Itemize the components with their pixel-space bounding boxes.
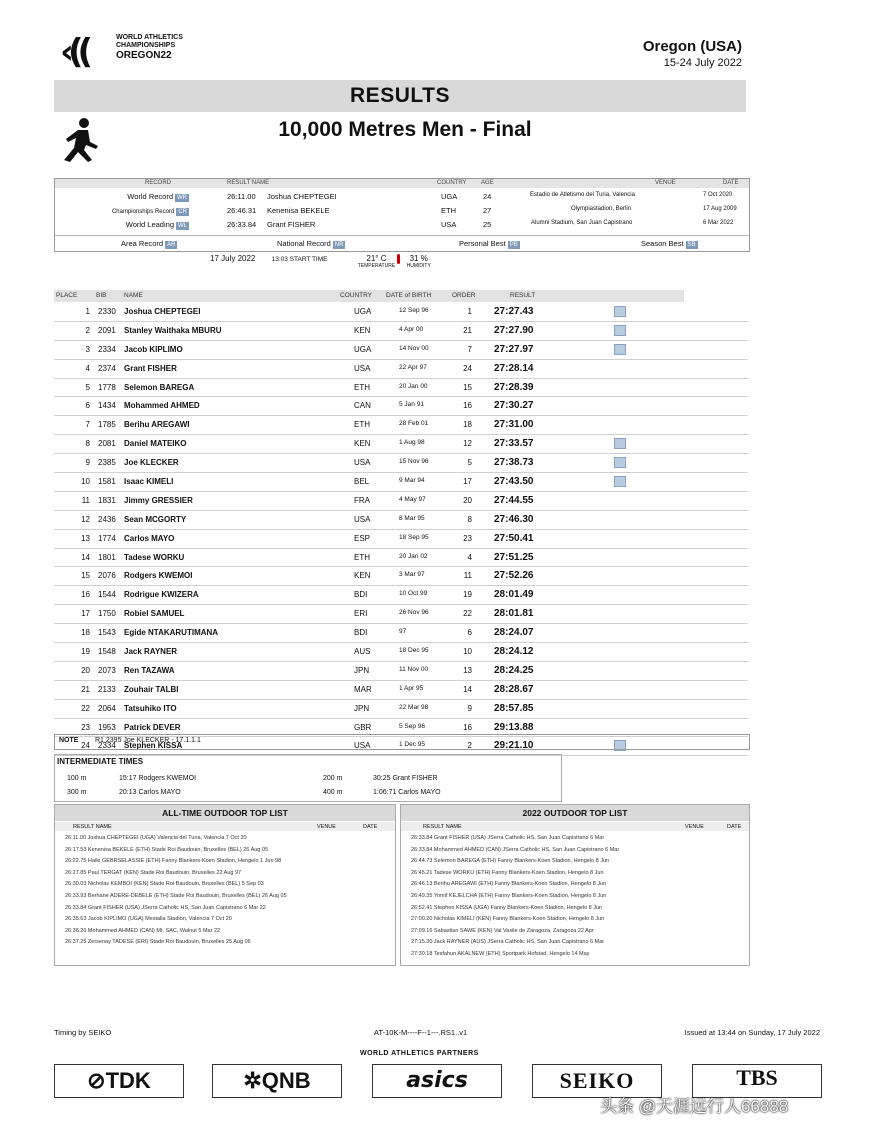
cell-order: 5 [467,458,472,468]
season-title: 2022 OUTDOOR TOP LIST [401,805,749,821]
race-date: 17 July 2022 [210,254,256,264]
cell-bib: 1581 [98,477,116,487]
list-item: 26:33.93 Berhane ADERE-DEBELE (ETH) Stade Roi Baudouin, Bruxelles (BEL) 26 Aug 05 [65,893,287,899]
cell-order: 14 [463,684,472,694]
cell-order: 2 [467,741,472,751]
cell-dob: 20 Jan 02 [399,552,428,560]
cell-dob: 3 Mar 97 [399,571,425,579]
cell-dob: 18 Sep 95 [399,533,429,541]
cell-bib: 2064 [98,703,116,713]
cell-bib: 2330 [98,307,116,316]
table-row [54,549,748,568]
cell-bib: 1778 [98,382,116,392]
cell-bib: 1953 [98,722,116,732]
table-row [54,360,748,379]
cell-result: 28:57.85 [494,702,534,714]
cell-result: 27:30.27 [494,400,534,412]
cell-bib: 1774 [98,533,116,543]
sponsor-seiko: SEIKO [532,1064,662,1098]
cell-dob: 1 Aug 98 [399,439,425,447]
cell-result: 27:43.50 [494,476,534,488]
cell-dob: 20 Jan 00 [399,382,428,390]
cell-place: 8 [85,439,90,449]
cell-name: Rodrigue KWIZERA [124,590,199,600]
cell-order: 16 [463,722,472,732]
cell-place: 2 [85,325,90,335]
list-item: 27:15.30 Jack RAYNER (AUS) JSerra Catholic HS, San Juan Capistrano 6 Mar [411,939,605,946]
cell-country: ETH [354,420,370,430]
note-box [54,734,750,750]
cell-country: AUS [354,647,371,657]
record-marker-icon [614,438,626,449]
venue-city: Oregon (USA) [642,38,742,55]
cell-order: 9 [467,703,472,713]
cell-country: UGA [354,344,372,354]
cell-dob: 1 Dec 95 [399,741,426,749]
table-row [54,511,748,530]
list-item: 26:22.75 Haile GEBRSELASSIE (ETH) Fanny Blankers-Koen Stadion, Hengelo 1 Jun 98 [65,858,282,865]
list-item: 26:44.73 Selemon BAREGA (ETH) Fanny Blankers-Koen Stadion, Hengelo 8 Jun [411,858,610,865]
cell-result: 28:01.81 [494,608,534,620]
note-label: NOTE [59,737,79,744]
cell-order: 16 [463,401,472,411]
cell-result: 27:46.30 [494,513,534,525]
watermark: 头条 @天涯远行人66888 [600,1097,789,1116]
list-item: 26:37.25 Zersenay TADESE (ERI) Stade Roi Baudouin, Bruxelles 25 Aug 06 [65,939,251,946]
cell-name: Selemon BAREGA [124,382,195,392]
results-table [54,303,748,756]
table-row [54,492,748,511]
cell-country: GBR [354,722,372,732]
cell-bib: 1434 [98,401,116,411]
cell-place: 18 [81,628,90,638]
cell-place: 21 [81,684,90,694]
cell-bib: 1801 [98,552,116,562]
list-item: 26:46.13 Berihu AREGAWI (ETH) Fanny Blankers-Koen Stadion, Hengelo 8 Jun [411,881,607,888]
cell-name: Egide NTAKARUTIMANA [124,628,219,638]
temperature-label: TEMPERATURE [357,263,396,269]
cell-country: JPN [354,703,370,713]
cell-place: 13 [81,533,90,543]
cell-bib: 1785 [98,420,116,430]
cell-place: 16 [81,590,90,600]
cell-result: 29:13.88 [494,721,534,733]
cell-result: 27:31.00 [494,419,534,431]
cell-bib: 2385 [98,458,116,468]
cell-place: 7 [85,420,90,430]
cell-order: 24 [463,363,472,373]
record-marker-icon [614,306,626,317]
list-item: 26:11.00 Joshua CHEPTEGEI (UGA) Valencia del Turia, Valencia 7 Oct 20 [65,835,247,841]
table-row [54,530,748,549]
list-item: 26:33.84 Grant FISHER (USA) JSerra Catholic HS, San Juan Capistrano 6 Mar 22 [65,904,266,911]
table-row [54,416,748,435]
cell-name: Jimmy GRESSIER [124,495,193,505]
tdk-logo-icon: ⊘ [87,1068,106,1093]
cell-result: 28:24.07 [494,627,534,639]
list-item: 27:30.18 Tesfahun AKALNEW (ETH) Sportpark Hofstad, Hengelo 14 May [411,951,590,957]
cell-place: 22 [81,703,90,713]
cell-country: BDI [354,628,368,638]
cell-name: Stephen KISSA [124,741,183,751]
list-item: 26:35.63 Jacob KIPLIMO (UGA) Mestalla Stadion, Valencia 7 Oct 20 [65,916,232,923]
list-item: 26:45.21 Tadese WORKU (ETH) Fanny Blankers-Koen Stadion, Hengelo 8 Jun [411,869,604,876]
cell-country: ETH [354,552,370,562]
record-marker-icon [614,344,626,355]
cell-country: KEN [354,571,371,581]
venue-dates: 15-24 July 2022 [663,57,742,69]
cell-order: 22 [463,609,472,619]
cell-bib: 2334 [98,344,116,354]
cell-place: 6 [85,401,90,411]
record-marker-icon [614,457,626,468]
logo-line-2: CHAMPIONSHIPS [116,42,176,49]
cell-order: 19 [463,590,472,600]
event-title: 10,000 Metres Men - Final [278,118,532,141]
cell-country: BEL [354,477,370,487]
cell-name: Robiel SAMUEL [124,609,185,619]
cell-order: 10 [463,647,472,657]
qnb-logo-icon: ✲ [243,1068,262,1093]
cell-bib: 1750 [98,609,116,619]
partners-label: WORLD ATHLETICS PARTNERS [360,1050,479,1057]
humidity-label: HUMIDITY [406,263,431,269]
table-row [54,379,748,398]
cell-order: 6 [467,628,472,638]
cell-name: Berihu AREGAWI [124,420,190,430]
cell-dob: 22 Mar 98 [399,703,429,711]
cell-result: 27:38.73 [494,457,534,469]
table-row [54,303,748,322]
cell-bib: 2081 [98,439,116,449]
cell-place: 9 [85,458,90,468]
cell-dob: 12 Sep 96 [399,307,429,314]
intermediate-title: INTERMEDIATE TIMES [57,757,144,766]
cell-dob: 5 Sep 96 [399,722,426,730]
cell-dob: 22 Apr 97 [399,363,427,371]
cell-place: 14 [81,552,90,562]
cell-bib: 2334 [98,741,116,751]
cell-country: USA [354,514,371,524]
cell-place: 4 [85,363,90,373]
cell-country: BDI [354,590,368,600]
cell-country: ERI [354,609,368,619]
cell-dob: 26 Nov 96 [399,609,429,617]
cell-order: 21 [463,325,472,335]
cell-order: 12 [463,439,472,449]
humidity: 31 % [409,254,428,263]
season-top-list: 2022 OUTDOOR TOP LIST RESULT NAME VENUE DATE 26:33.84 Grant FISHER (USA) JSerra Catholic HS, San Juan Capistrano 6 Mar 26:33.84 Mohammed AHMED (CAN) JSerra Catholic HS, San Juan Capistrano 6 Mar 26:44.73 Selemon BAREGA (ETH) Fanny Blankers-Koen Stadion, Hengelo 8 Jun 26:45.21 Tadese WORKU (ETH) Fanny Blankers-Koen Stadion, Hengelo 8 Jun 26:46.13 Berihu AREGAWI (ETH) Fanny Blankers-Koen Stadion, Hengelo 8 Jun 26:49.35 Yomif KEJELCHA (ETH) Fanny Blankers-Koen Stadion, Hengelo 8 Jun 26:52.41 Stephen KISSA (UGA) Fanny Blankers-Koen Stadion, Hengelo 8 Jun 27:00.20 Nicholas KIMELI (KEN) Fanny Blankers-Koen Stadion, Hengelo 8 Jun 27:09.16 Sabastian SAWE (KEN) Val Vasile de Zaragoza, Zaragoza 22 Apr 27:15.30 Jack RAYNER (AUS) JSerra Catholic HS, San Juan Capistrano 6 Mar 27:30.18 Tesfahun AKALNEW (ETH) Sportpark Hofstad, Hengelo 14 May [400,804,750,966]
cell-result: 29:21.10 [494,740,534,752]
logo-line-3: OREGON22 [116,50,172,61]
list-item: 26:30.03 Nicholas KEMBOI (KEN) Stade Roi Baudouin, Bruxelles (BEL) 5 Sep 03 [65,881,264,888]
cell-order: 7 [467,344,472,354]
cell-result: 27:27.90 [494,324,534,336]
cell-dob: 9 Mar 94 [399,477,425,485]
results-header: PLACE BIB NAME COUNTRY DATE of BIRTH ORDER RESULT [54,290,684,302]
list-item: 26:27.85 Paul TERGAT (KEN) Stade Roi Baudouin, Bruxelles 22 Aug 97 [65,869,242,876]
cell-dob: 10 Oct 99 [399,590,428,598]
document-code: AT-10K-M----F--1---.RS1..v1 [374,1028,468,1037]
cell-name: Grant FISHER [124,363,177,373]
cell-bib: 1543 [98,628,116,638]
cell-name: Stanley Waithaka MBURU [124,325,222,335]
cell-order: 1 [467,307,472,316]
table-row [54,605,748,624]
start-time: 13:03 START TIME [271,256,328,264]
timing-credit: Timing by SEIKO [54,1028,112,1037]
cell-name: Sean MCGORTY [124,514,187,524]
record-row-world: World Record WR 26:11.00 Joshua CHEPTEGEI UGA 24 Estadio de Atletismo del Turia, Valencia 7 Oct 2020 [127,192,733,201]
cell-result: 28:24.25 [494,664,534,676]
thermometer-icon [397,254,400,264]
alltime-top-list: ALL-TIME OUTDOOR TOP LIST RESULT NAME VENUE DATE 26:11.00 Joshua CHEPTEGEI (UGA) Valencia del Turia, Valencia 7 Oct 20 26:17.53 Kenenisa BEKELE (ETH) Stade Roi Baudouin, Bruxelles (BEL) 26 Aug 05 26:22.75 Haile GEBRSELASSIE (ETH) Fanny Blankers-Koen Stadion, Hengelo 1 Jun 98 26:27.85 Paul TERGAT (KEN) Stade Roi Baudouin, Bruxelles 22 Aug 97 26:30.03 Nicholas KEMBOI (KEN) Stade Roi Baudouin, Bruxelles (BEL) 5 Sep 03 26:33.93 Berhane ADERE-DEBELE (ETH) Stade Roi Baudouin, Bruxelles (BEL) 26 Aug 05 26:33.84 Grant FISHER (USA) JSerra Catholic HS, San Juan Capistrano 6 Mar 22 26:35.63 Jacob KIPLIMO (UGA) Mestalla Stadion, Valencia 7 Oct 20 26:36.26 Mohammed AHMED (CAN) Mt. SAC, Walnut 5 Mar 22 26:37.25 Zersenay TADESE (ERI) Stade Roi Baudouin, Bruxelles 25 Aug 06 [54,804,396,966]
temperature: 21° C [366,254,387,263]
sponsor-tdk: ⊘TDK [54,1064,184,1098]
sponsor-qnb: ✲QNB [212,1064,342,1098]
cell-place: 19 [81,647,90,657]
cell-order: 13 [463,665,472,675]
cell-country: UGA [354,307,372,316]
cell-order: 11 [463,571,472,581]
cell-order: 20 [463,495,472,505]
cell-bib: 2374 [98,363,116,373]
record-row-world-leading: World Leading WL 26:33.84 Grant FISHER USA 25 Alumni Stadium, San Juan Capistrano 6 Mar 2022 [125,220,734,229]
table-row [54,643,748,662]
cell-name: Jack RAYNER [124,647,178,657]
cell-name: Tatsuhiko ITO [124,703,177,713]
intermediate-times: INTERMEDIATE TIMES 100 m 15:17 Rodgers KWEMOI 300 m 20:13 Carlos MAYO 200 m 30:25 Grant FISHER 400 m 1:06:71 Carlos MAYO [54,754,562,802]
venue-block [643,38,742,69]
cell-order: 8 [467,514,472,524]
cell-place: 11 [81,495,90,505]
cell-name: Ren TAZAWA [124,665,175,675]
list-item: 26:17.53 Kenenisa BEKELE (ETH) Stade Roi Baudouin, Bruxelles (BEL) 26 Aug 05 [65,846,269,853]
cell-place: 17 [81,609,90,619]
cell-place: 10 [81,477,90,487]
cell-name: Joshua CHEPTEGEI [124,307,201,316]
list-item: 27:09.16 Sabastian SAWE (KEN) Val Vasile de Zaragoza, Zaragoza 22 Apr [411,927,594,934]
cell-result: 27:52.26 [494,570,534,582]
cell-name: Daniel MATEIKO [124,439,187,449]
cell-dob: 4 May 97 [399,495,426,503]
cell-dob: 4 Apr 00 [399,325,424,333]
list-item: 26:49.35 Yomif KEJELCHA (ETH) Fanny Blankers-Koen Stadion, Hengelo 8 Jun [411,893,607,899]
list-item: 26:52.41 Stephen KISSA (UGA) Fanny Blankers-Koen Stadion, Hengelo 8 Jun [411,904,603,911]
cell-result: 27:44.55 [494,494,534,506]
runner-icon [56,116,102,164]
cell-place: 1 [85,307,90,316]
table-row [54,322,748,341]
cell-country: FRA [354,495,370,505]
cell-country: KEN [354,439,371,449]
cell-result: 27:28.39 [494,381,534,393]
logo-mark-icon: ‹(( [60,32,88,72]
cell-place: 5 [85,382,90,392]
cell-country: CAN [354,401,371,411]
cell-place: 24 [81,741,90,751]
cell-result: 27:28.14 [494,362,534,374]
record-row-championships: Championships Record CR 26:46.31 Kenenisa BEKELE ETH 27 Olympiastadion, Berlin 17 Aug 2009 [111,206,737,215]
issued-time: Issued at 13:44 on Sunday, 17 July 2022 [684,1028,820,1037]
table-row [54,341,748,360]
cell-bib: 1544 [98,590,116,600]
championships-logo [54,30,204,70]
table-row [54,624,748,643]
cell-name: Carlos MAYO [124,533,175,543]
cell-result: 27:27.43 [494,306,534,317]
cell-place: 3 [85,344,90,354]
race-conditions [210,254,431,269]
table-row [54,586,748,605]
cell-name: Patrick DEVER [124,722,181,732]
sponsor-tbs: TBS [692,1064,822,1098]
cell-order: 23 [463,533,472,543]
cell-name: Tadese WORKU [124,552,185,562]
cell-country: USA [354,458,371,468]
table-row [54,567,748,586]
table-row [54,662,748,681]
cell-result: 28:01.49 [494,589,534,601]
cell-name: Mohammed AHMED [124,401,200,411]
list-item: 27:00.20 Nicholas KIMELI (KEN) Fanny Blankers-Koen Stadion, Hengelo 8 Jun [411,916,605,923]
record-marker-icon [614,325,626,336]
cell-place: 15 [81,571,90,581]
table-row [54,473,748,492]
cell-order: 17 [463,477,472,487]
cell-country: ETH [354,382,370,392]
cell-name: Joe KLECKER [124,458,179,468]
records-legend: Area Record AR National Record NR Personal Best PB Season Best SB [55,235,749,250]
cell-name: Isaac KIMELI [124,477,174,487]
cell-name: Jacob KIPLIMO [124,344,183,354]
list-item: 26:36.26 Mohammed AHMED (CAN) Mt. SAC, Walnut 5 Mar 22 [65,927,221,934]
logo-line-1: WORLD ATHLETICS [116,34,183,41]
results-title: RESULTS [54,80,746,112]
cell-result: 28:24.12 [494,646,534,658]
cell-bib: 2436 [98,514,116,524]
cell-country: USA [354,741,371,751]
cell-result: 28:28.67 [494,683,534,695]
cell-dob: 18 Dec 95 [399,647,429,655]
cell-dob: 28 Feb 01 [399,420,429,428]
cell-bib: 1831 [98,495,116,505]
cell-country: KEN [354,325,371,335]
cell-bib: 2073 [98,665,116,675]
cell-bib: 2133 [98,684,116,694]
cell-country: JPN [354,665,370,675]
cell-bib: 1548 [98,647,116,657]
list-item: 26:33.84 Mohammed AHMED (CAN) JSerra Catholic HS, San Juan Capistrano 6 Mar [411,846,620,853]
cell-result: 27:33.57 [494,438,534,450]
cell-dob: 1 Apr 95 [399,684,424,692]
cell-dob: 11 Nov 00 [399,665,429,673]
records-table [54,178,750,252]
cell-dob: 97 [399,628,407,636]
cell-order: 15 [463,382,472,392]
table-row [54,435,748,454]
cell-result: 27:50.41 [494,532,534,544]
cell-result: 27:27.97 [494,343,534,355]
cell-bib: 2091 [98,325,116,335]
cell-country: ESP [354,533,371,543]
cell-bib: 2076 [98,571,116,581]
cell-result: 27:51.25 [494,551,534,563]
cell-dob: 14 Nov 00 [399,344,429,352]
cell-place: 23 [81,722,90,732]
cell-dob: 15 Nov 96 [399,458,429,466]
table-row [54,454,748,473]
cell-dob: 5 Jan 91 [399,401,424,409]
record-marker-icon [614,476,626,487]
table-row [54,681,748,700]
alltime-title: ALL-TIME OUTDOOR TOP LIST [55,805,395,821]
records-header: RECORD RESULT NAME COUNTRY AGE VENUE DATE [55,179,749,188]
table-row [54,397,748,416]
table-row [54,700,748,719]
cell-order: 18 [463,420,472,430]
cell-place: 12 [81,514,90,524]
note-text: R1 2395 Joe KLECKER - 17.1.1.1 [95,737,201,744]
cell-country: USA [354,363,371,373]
list-item: 26:33.84 Grant FISHER (USA) JSerra Catholic HS, San Juan Capistrano 6 Mar [411,835,605,841]
sponsor-asics: asics [372,1064,502,1098]
cell-name: Rodgers KWEMOI [124,571,193,581]
cell-place: 20 [81,665,90,675]
cell-order: 4 [467,552,472,562]
cell-dob: 8 Mar 95 [399,514,425,522]
cell-country: MAR [354,684,372,694]
cell-name: Zouhair TALBI [124,684,179,694]
